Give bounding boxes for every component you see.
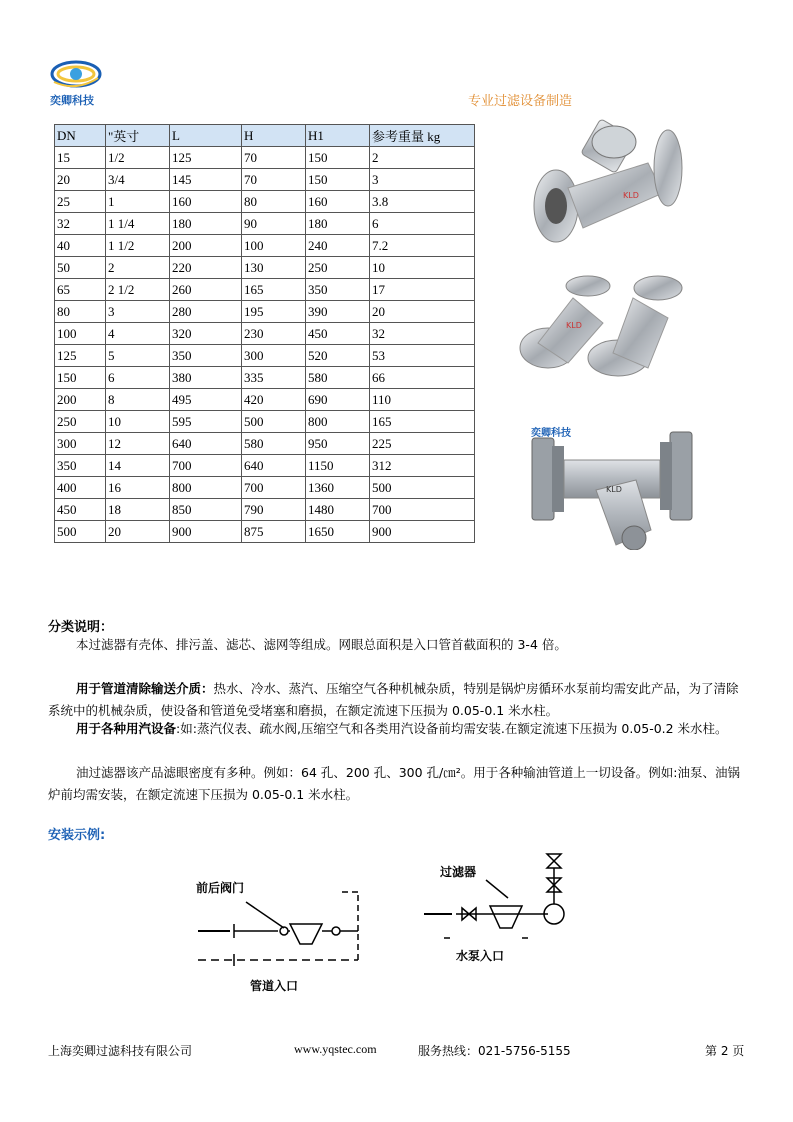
- diagram1-label-bottom: 管道入口: [250, 979, 299, 993]
- table-cell: 6: [370, 213, 475, 235]
- table-row: [55, 169, 475, 191]
- table-row: [55, 235, 475, 257]
- table-row: [55, 279, 475, 301]
- table-cell: 66: [370, 367, 475, 389]
- table-cell: 125: [55, 345, 106, 367]
- table-cell: 335: [242, 367, 306, 389]
- footer-website[interactable]: www.yqstec.com: [294, 1042, 377, 1056]
- table-cell: 350: [55, 455, 106, 477]
- table-cell: 2: [106, 257, 170, 279]
- diagram2-label-bottom: 水泵入口: [456, 949, 505, 963]
- table-cell: 500: [242, 411, 306, 433]
- table-cell: 950: [306, 433, 370, 455]
- table-cell: 180: [170, 213, 242, 235]
- table-row: [55, 213, 475, 235]
- install-diagram-2: [420, 848, 580, 968]
- table-cell: 100: [55, 323, 106, 345]
- steam-label: 用于各种用汽设备: [76, 721, 177, 736]
- table-cell: 90: [242, 213, 306, 235]
- table-cell: 350: [170, 345, 242, 367]
- table-cell: 80: [55, 301, 106, 323]
- table-cell: 150: [306, 147, 370, 169]
- table-cell: 70: [242, 169, 306, 191]
- table-cell: 300: [242, 345, 306, 367]
- table-cell: 850: [170, 499, 242, 521]
- table-cell: 100: [242, 235, 306, 257]
- table-cell: 580: [242, 433, 306, 455]
- table-cell: 260: [170, 279, 242, 301]
- table-cell: 195: [242, 301, 306, 323]
- table-cell: 580: [306, 367, 370, 389]
- table-cell: 145: [170, 169, 242, 191]
- table-cell: 800: [306, 411, 370, 433]
- table-cell: 1/2: [106, 147, 170, 169]
- footer-hotline: 服务热线：021-5756-5155: [418, 1044, 571, 1058]
- table-cell: 3: [370, 169, 475, 191]
- table-cell: 450: [306, 323, 370, 345]
- table-cell: 400: [55, 477, 106, 499]
- table-cell: 7.2: [370, 235, 475, 257]
- table-cell: 320: [170, 323, 242, 345]
- table-cell: 640: [170, 433, 242, 455]
- table-cell: 4: [106, 323, 170, 345]
- diagram1-label-top: 前后阀门: [196, 881, 245, 895]
- table-cell: 65: [55, 279, 106, 301]
- table-cell: 15: [55, 147, 106, 169]
- table-cell: 20: [106, 521, 170, 543]
- table-header-row: [55, 125, 475, 147]
- table-cell: 180: [306, 213, 370, 235]
- table-row: [55, 367, 475, 389]
- table-cell: 5: [106, 345, 170, 367]
- table-cell: 32: [55, 213, 106, 235]
- table-row: [55, 521, 475, 543]
- pipeline-text: 热水、冷水、蒸汽、压缩空气各种机械杂质，特别是锅炉房循环水泵前均需安此产品，为了清除系统中的机械杂质，使设备和管道免受堵塞和磨损，在额定流速下压损为 0.05-0.1 米水柱。: [48, 681, 739, 718]
- table-cell: 20: [370, 301, 475, 323]
- table-cell: 500: [370, 477, 475, 499]
- table-cell: 250: [306, 257, 370, 279]
- table-header-cell: "英寸: [106, 125, 170, 147]
- table-cell: 450: [55, 499, 106, 521]
- table-cell: 16: [106, 477, 170, 499]
- diagram2-label-top: 过滤器: [440, 865, 477, 879]
- table-cell: 3.8: [370, 191, 475, 213]
- table-cell: 50: [55, 257, 106, 279]
- table-cell: 380: [170, 367, 242, 389]
- table-cell: 3: [106, 301, 170, 323]
- footer-company: 上海奕卿过滤科技有限公司: [48, 1044, 193, 1058]
- table-header-cell: H1: [306, 125, 370, 147]
- classification-intro: 本过滤器有壳体、排污盖、滤芯、滤网等组成。网眼总面积是入口管首截面积的 3-4 倍。: [76, 637, 567, 652]
- table-cell: 225: [370, 433, 475, 455]
- table-cell: 200: [55, 389, 106, 411]
- table-cell: 3/4: [106, 169, 170, 191]
- table-cell: 420: [242, 389, 306, 411]
- logo-text: 奕卿科技: [50, 94, 94, 107]
- table-cell: 495: [170, 389, 242, 411]
- table-cell: 200: [170, 235, 242, 257]
- table-cell: 390: [306, 301, 370, 323]
- table-cell: 875: [242, 521, 306, 543]
- table-cell: 32: [370, 323, 475, 345]
- table-cell: 12: [106, 433, 170, 455]
- y-strainer-photo-1: [528, 118, 698, 248]
- y-strainer-photo-2: [518, 268, 698, 380]
- valve-mark-1: KLD: [623, 191, 639, 200]
- table-cell: 14: [106, 455, 170, 477]
- table-cell: 250: [55, 411, 106, 433]
- table-cell: 700: [370, 499, 475, 521]
- table-row: [55, 191, 475, 213]
- table-cell: 520: [306, 345, 370, 367]
- table-row: [55, 477, 475, 499]
- table-cell: 1150: [306, 455, 370, 477]
- table-cell: 25: [55, 191, 106, 213]
- oil-paragraph: 油过滤器该产品滤眼密度有多种。例如：64 孔、200 孔、300 孔/㎝²。用于各种输油管道上一切设备。例如:油泵、油锅炉前均需安装，在额定流速下压损为 0.05-0.1 米水柱。: [48, 765, 740, 802]
- table-row: [55, 301, 475, 323]
- table-cell: 350: [306, 279, 370, 301]
- table-cell: 690: [306, 389, 370, 411]
- steam-text: :如:蒸汽仪表、疏水阀,压缩空气和各类用汽设备前均需安装.在额定流速下压损为 0.05-0.2 米水柱。: [176, 721, 728, 736]
- pipeline-paragraph: [48, 678, 748, 722]
- table-cell: 10: [370, 257, 475, 279]
- table-cell: 53: [370, 345, 475, 367]
- table-cell: 280: [170, 301, 242, 323]
- table-cell: 1650: [306, 521, 370, 543]
- table-cell: 125: [170, 147, 242, 169]
- y-strainer-photo-3: [526, 420, 698, 550]
- table-cell: 300: [55, 433, 106, 455]
- table-row: [55, 411, 475, 433]
- table-cell: 640: [242, 455, 306, 477]
- tagline: 专业过滤设备制造: [468, 94, 573, 109]
- table-cell: 1: [106, 191, 170, 213]
- table-cell: 595: [170, 411, 242, 433]
- photo-watermark: 奕卿科技: [531, 428, 571, 439]
- table-cell: 6: [106, 367, 170, 389]
- table-cell: 1360: [306, 477, 370, 499]
- valve-mark-3: KLD: [606, 485, 622, 494]
- table-row: [55, 499, 475, 521]
- table-cell: 1 1/4: [106, 213, 170, 235]
- table-cell: 18: [106, 499, 170, 521]
- table-cell: 150: [306, 169, 370, 191]
- table-cell: 17: [370, 279, 475, 301]
- table-cell: 10: [106, 411, 170, 433]
- table-cell: 165: [370, 411, 475, 433]
- table-cell: 165: [242, 279, 306, 301]
- table-cell: 20: [55, 169, 106, 191]
- classification-title: 分类说明：: [48, 620, 114, 635]
- table-cell: 110: [370, 389, 475, 411]
- table-header-cell: L: [170, 125, 242, 147]
- table-header-cell: H: [242, 125, 306, 147]
- table-cell: 1 1/2: [106, 235, 170, 257]
- valve-mark-2: KLD: [566, 321, 582, 330]
- table-cell: 2 1/2: [106, 279, 170, 301]
- table-row: [55, 345, 475, 367]
- table-header-cell: DN: [55, 125, 106, 147]
- table-cell: 800: [170, 477, 242, 499]
- install-diagram-1: [190, 872, 380, 1000]
- table-cell: 8: [106, 389, 170, 411]
- table-cell: 790: [242, 499, 306, 521]
- table-row: [55, 147, 475, 169]
- table-cell: 80: [242, 191, 306, 213]
- table-row: [55, 433, 475, 455]
- table-cell: 2: [370, 147, 475, 169]
- table-cell: 500: [55, 521, 106, 543]
- table-cell: 70: [242, 147, 306, 169]
- table-cell: 900: [370, 521, 475, 543]
- spec-table: [54, 124, 475, 543]
- table-header-cell: 参考重量 kg: [370, 125, 475, 147]
- table-row: [55, 323, 475, 345]
- table-cell: 230: [242, 323, 306, 345]
- table-cell: 130: [242, 257, 306, 279]
- table-row: [55, 455, 475, 477]
- table-cell: 220: [170, 257, 242, 279]
- install-title: 安装示例:: [48, 828, 106, 843]
- table-cell: 312: [370, 455, 475, 477]
- table-cell: 150: [55, 367, 106, 389]
- table-cell: 700: [170, 455, 242, 477]
- table-row: [55, 257, 475, 279]
- footer-page-number: 第 2 页: [705, 1044, 745, 1058]
- table-cell: 240: [306, 235, 370, 257]
- steam-paragraph: [48, 718, 748, 740]
- table-cell: 1480: [306, 499, 370, 521]
- table-cell: 900: [170, 521, 242, 543]
- table-cell: 160: [306, 191, 370, 213]
- table-cell: 700: [242, 477, 306, 499]
- table-row: [55, 389, 475, 411]
- table-cell: 40: [55, 235, 106, 257]
- table-cell: 160: [170, 191, 242, 213]
- pipeline-label: 用于管道清除输送介质：: [76, 681, 214, 696]
